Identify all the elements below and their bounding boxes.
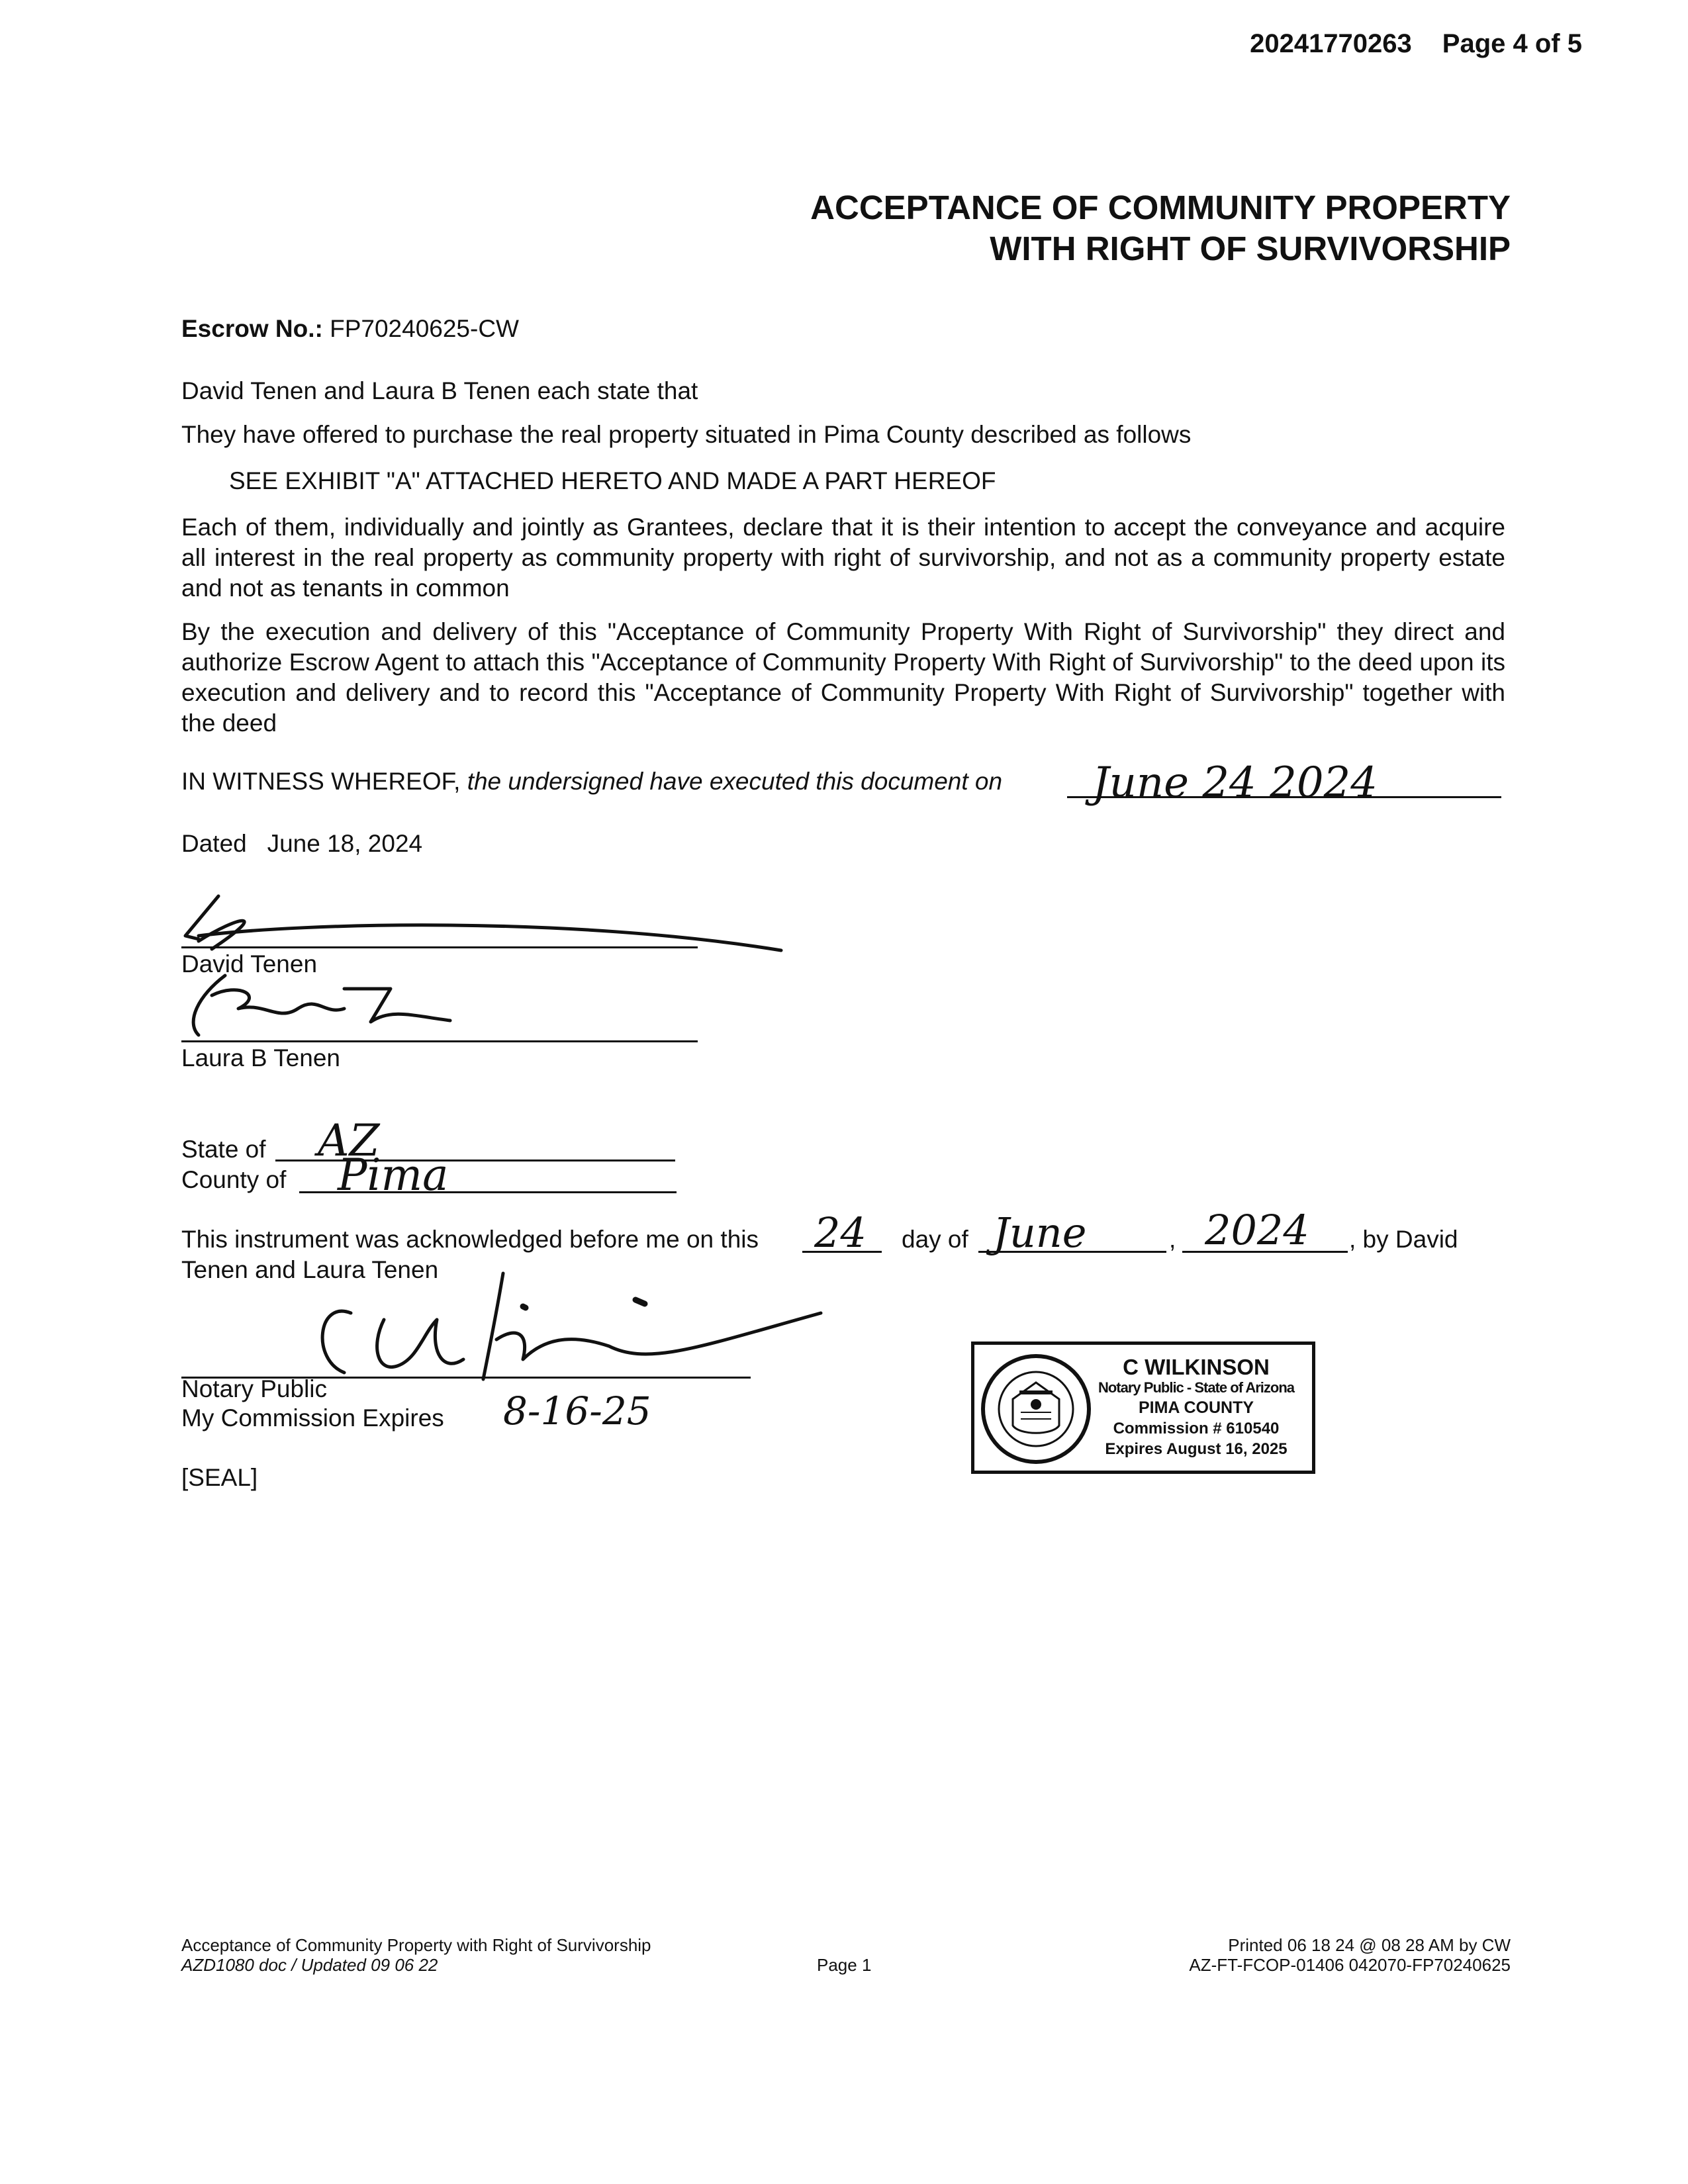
seal-label: [SEAL]	[181, 1464, 258, 1491]
notary-stamp	[971, 1342, 1315, 1474]
svg-text:8-16-25: 8-16-25	[503, 1388, 651, 1433]
acknowledgment-line-2: Tenen and Laura Tenen	[181, 1256, 439, 1283]
handwritten-county	[331, 1145, 516, 1211]
notary-public-label: Notary Public	[181, 1375, 328, 1402]
exhibit-reference: SEE EXHIBIT "A" ATTACHED HERETO AND MADE A PART HEREOF	[229, 467, 996, 494]
dated-line	[181, 830, 422, 858]
footer-reference: AZ-FT-FCOP-01406 042070-FP70240625	[1189, 1955, 1511, 1975]
commission-label: My Commission Expires	[181, 1404, 444, 1432]
signature-laura-tenen	[172, 969, 543, 1048]
stamp-title: Notary Public - State of Arizona	[1098, 1379, 1294, 1396]
signature-line-2	[181, 1040, 698, 1042]
footer-printed: Printed 06 18 24 @ 08 28 AM by CW	[1228, 1935, 1511, 1955]
dated-label: Dated	[181, 830, 247, 857]
signer-name-1: David Tenen	[181, 950, 318, 978]
county-label: County of	[181, 1166, 287, 1193]
svg-text:2024: 2024	[1205, 1206, 1309, 1254]
footer-page-number: Page 1	[817, 1955, 872, 1975]
stamp-county: PIMA COUNTY	[1138, 1398, 1254, 1417]
escrow-label: Escrow No.:	[181, 315, 323, 342]
ack-comma: ,	[1169, 1226, 1176, 1253]
acknowledgment-prefix: This instrument was acknowledged before me on this	[181, 1226, 759, 1253]
handwritten-commission-date	[496, 1383, 722, 1443]
signature-line-1	[181, 946, 698, 948]
document-header	[1250, 29, 1582, 59]
dated-value: June 18, 2024	[267, 830, 423, 857]
arizona-seal-icon	[980, 1353, 1092, 1465]
escrow-value: FP70240625-CW	[330, 315, 519, 342]
footer-form-title: Acceptance of Community Property with Right of Survivorship	[181, 1935, 651, 1955]
handwritten-ack-day	[809, 1206, 888, 1259]
state-label: State of	[181, 1136, 266, 1163]
witness-prefix: IN WITNESS WHEREOF,	[181, 768, 461, 795]
stamp-expires: Expires August 16, 2025	[1105, 1440, 1288, 1458]
title-line-1: ACCEPTANCE OF COMMUNITY PROPERTY	[810, 189, 1511, 226]
intro-statement: David Tenen and Laura B Tenen each state that	[181, 377, 698, 404]
stamp-name: C WILKINSON	[1123, 1355, 1270, 1379]
svg-text:June: June	[993, 1208, 1087, 1257]
svg-text:24: 24	[814, 1208, 867, 1257]
svg-text:June 24 2024: June 24 2024	[1092, 758, 1378, 807]
footer-form-id: AZD1080 doc / Updated 09 06 22	[181, 1955, 438, 1975]
offer-statement: They have offered to purchase the real property situated in Pima County described as follows	[181, 421, 1192, 448]
ack-day-of: day of	[902, 1226, 968, 1253]
handwritten-ack-month	[986, 1203, 1172, 1269]
stamp-commission: Commission # 610540	[1113, 1420, 1280, 1437]
ack-by: , by David	[1349, 1226, 1458, 1253]
authorization-paragraph: By the execution and delivery of this "Acceptance of Community Property With Right of Survivorship" they direct and authorize Escrow Agent to attach this "Acceptance of Community Property With Right of Survivorship" to the deed upon its execution and delivery and to record this "Acceptance of Community Property With Right of Survivorship" together with the deed	[181, 618, 1505, 737]
handwritten-witness-date	[1079, 749, 1503, 829]
title-line-2: WITH RIGHT OF SURVIVORSHIP	[990, 230, 1511, 267]
page-indicator: Page 4 of 5	[1442, 29, 1582, 58]
witness-statement	[181, 768, 1002, 796]
document-number: 20241770263	[1250, 29, 1412, 58]
witness-text: the undersigned have executed this document on	[467, 768, 1003, 795]
handwritten-ack-year	[1198, 1203, 1350, 1263]
notary-signature	[305, 1260, 834, 1392]
declaration-paragraph: Each of them, individually and jointly as Grantees, declare that it is their intention to accept the conveyance and acquire all interest in the real property as community property with right of survivorship, and not as a community property estate and not as tenants in common	[181, 514, 1505, 602]
escrow-number	[181, 315, 519, 343]
svg-text:AZ: AZ	[318, 1115, 380, 1166]
signer-name-2: Laura B Tenen	[181, 1044, 341, 1071]
svg-text:Pima: Pima	[338, 1150, 449, 1201]
stamp-text	[1087, 1357, 1305, 1459]
